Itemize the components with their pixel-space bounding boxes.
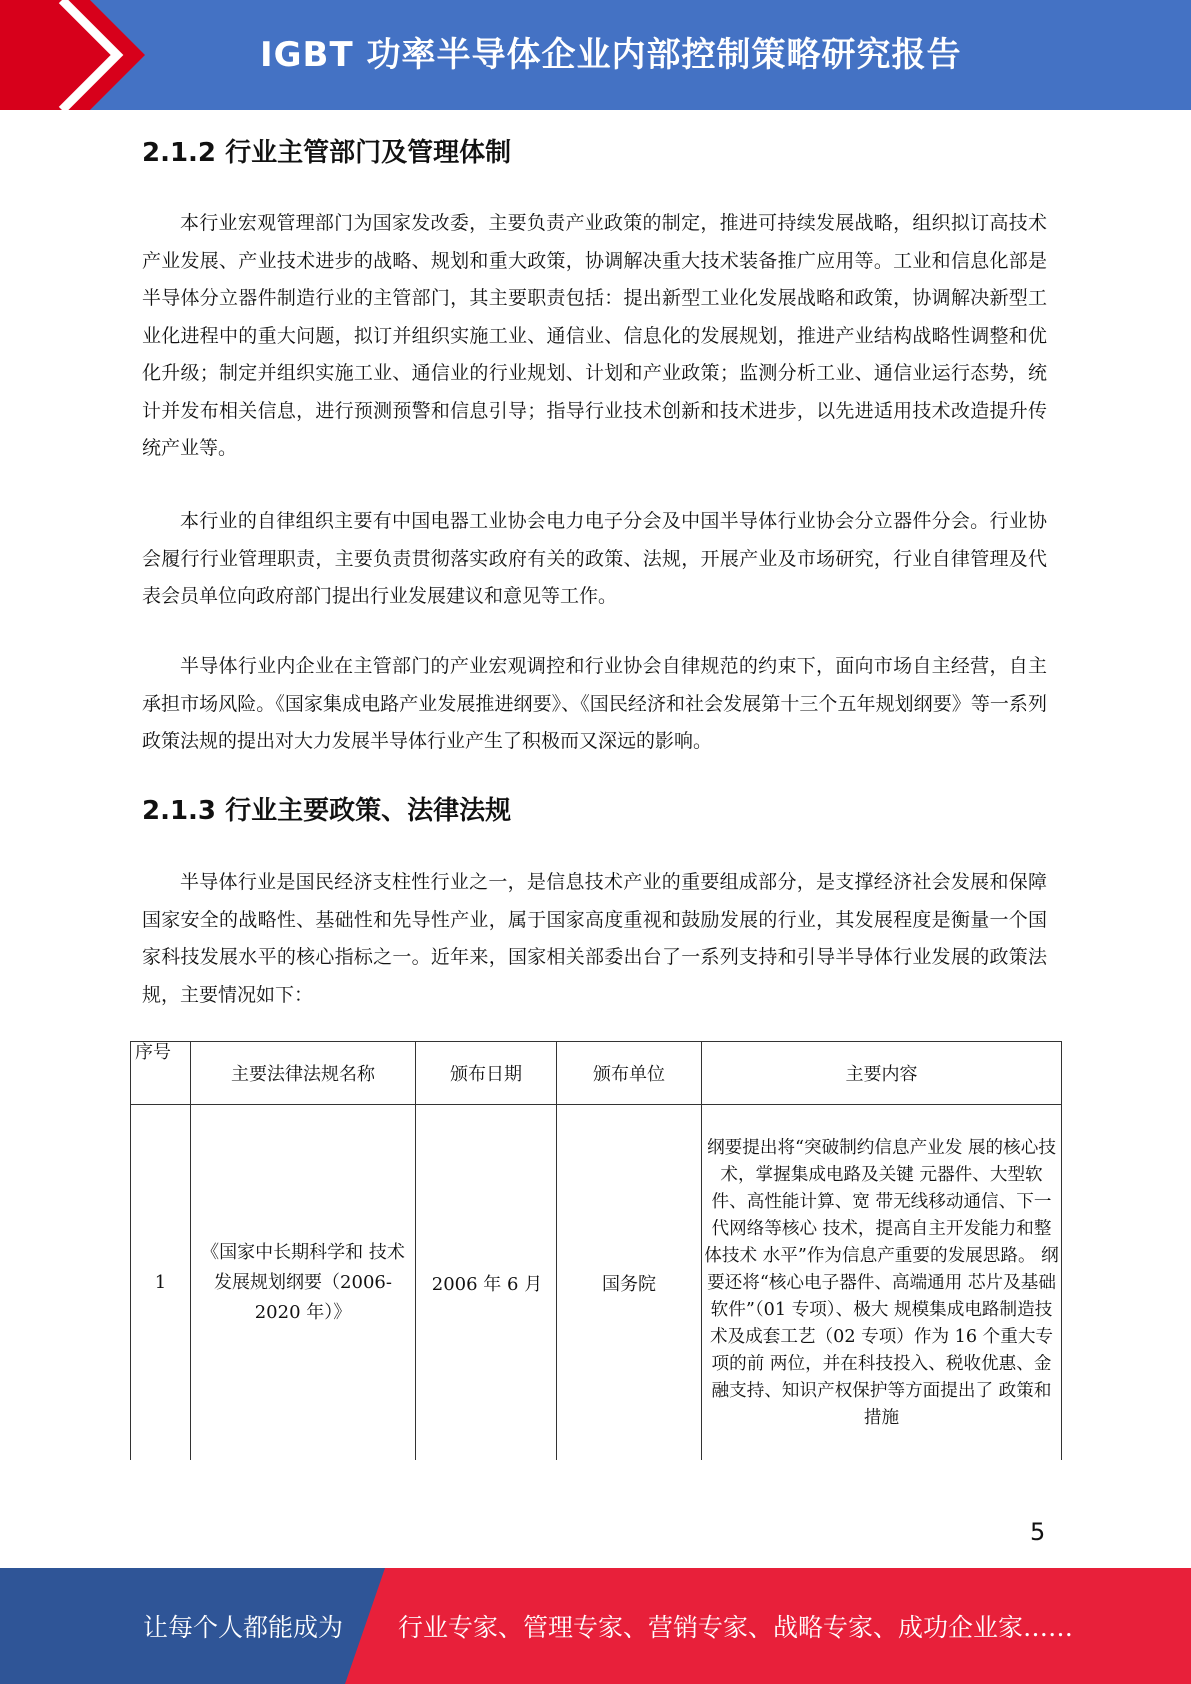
table-header-row bbox=[131, 1042, 1062, 1105]
section-heading-2-1-2: 2.1.2 行业主管部门及管理体制 bbox=[142, 138, 512, 168]
footer-slogan-right: 行业专家、管理专家、营销专家、战略专家、成功企业家…… bbox=[398, 1613, 1074, 1642]
section-heading-2-1-3: 2.1.3 行业主要政策、法律法规 bbox=[142, 796, 512, 826]
paragraph-policy-intro: 半导体行业是国民经济支柱性行业之一，是信息技术产业的重要组成部分，是支撑经济社会发展和保障国家安全的战略性、基础性和先导性产业，属于国家高度重视和鼓励发展的行业，其发展程度是衡量一个国家科技发展水平的核心指标之一。近年来，国家相关部委出台了一系列支持和引导半导体行业发展的政策法规，主要情况如下： bbox=[142, 871, 1047, 1006]
column-header-unit: 颁布单位 bbox=[557, 1042, 702, 1105]
footer-banner bbox=[0, 1568, 1191, 1684]
policy-table bbox=[130, 1041, 1062, 1460]
cell-issue-date: 2006 年 6 月 bbox=[416, 1105, 557, 1461]
cell-seq: 1 bbox=[131, 1105, 191, 1461]
cell-issuing-unit: 国务院 bbox=[557, 1105, 702, 1461]
column-header-name: 主要法律法规名称 bbox=[191, 1042, 416, 1105]
paragraph-management-dept: 本行业宏观管理部门为国家发改委，主要负责产业政策的制定，推进可持续发展战略，组织拟订高技术产业发展、产业技术进步的战略、规划和重大政策，协调解决重大技术装备推广应用等。工业和信息化部是半导体分立器件制造行业的主管部门，其主要职责包括：提出新型工业化发展战略和政策，协调解决新型工业化进程中的重大问题，拟订并组织实施工业、通信业、信息化的发展规划，推进产业结构战略性调整和优化升级；制定并组织实施工业、通信业的行业规划、计划和产业政策；监测分析工业、通信业运行态势，统计并发布相关信息，进行预测预警和信息引导；指导行业技术创新和技术进步，以先进适用技术改造提升传统产业等。 bbox=[142, 212, 1047, 459]
column-header-seq: 序号 bbox=[131, 1042, 191, 1105]
paragraph-self-regulation: 本行业的自律组织主要有中国电器工业协会电力电子分会及中国半导体行业协会分立器件分会。行业协会履行行业管理职责，主要负责贯彻落实政府有关的政策、法规，开展产业及市场研究，行业自律管理及代表会员单位向政府部门提出行业发展建议和意见等工作。 bbox=[142, 510, 1047, 607]
column-header-date: 颁布日期 bbox=[416, 1042, 557, 1105]
footer-slogan-left: 让每个人都能成为 bbox=[143, 1613, 344, 1642]
page-number: 5 bbox=[1030, 1518, 1046, 1546]
paragraph-market-autonomy: 半导体行业内企业在主管部门的产业宏观调控和行业协会自律规范的约束下，面向市场自主经营，自主承担市场风险。《国家集成电路产业发展推进纲要》、《国民经济和社会发展第十三个五年规划纲要》等一系列政策法规的提出对大力发展半导体行业产生了积极而又深远的影响。 bbox=[142, 655, 1047, 752]
table-row bbox=[131, 1105, 1062, 1461]
column-header-content: 主要内容 bbox=[702, 1042, 1062, 1105]
header-banner bbox=[0, 0, 1191, 110]
cell-main-content: 纲要提出将“突破制约信息产业发 展的核心技术，掌握集成电路及关键 元器件、大型软件、高性能计算、宽 带无线移动通信、下一代网络等核心 技术，提高自主开发能力和整体技术 水平”作为信息产重要的发展思路。 纲要还将“核心电子器件、高端通用 芯片及基础软件”（01 专项）、极大 规模集成电路制造技术及成套工艺（02 专项）作为 16 个重大专项的前 两位，并在科技投入、税收优惠、金 融支持、知识产权保护等方面提出了 政策和措施 bbox=[702, 1105, 1062, 1461]
cell-regulation-name: 《国家中长期科学和 技术发展规划纲要（2006-2020 年）》 bbox=[191, 1105, 416, 1461]
report-title: IGBT 功率半导体企业内部控制策略研究报告 bbox=[260, 35, 962, 75]
